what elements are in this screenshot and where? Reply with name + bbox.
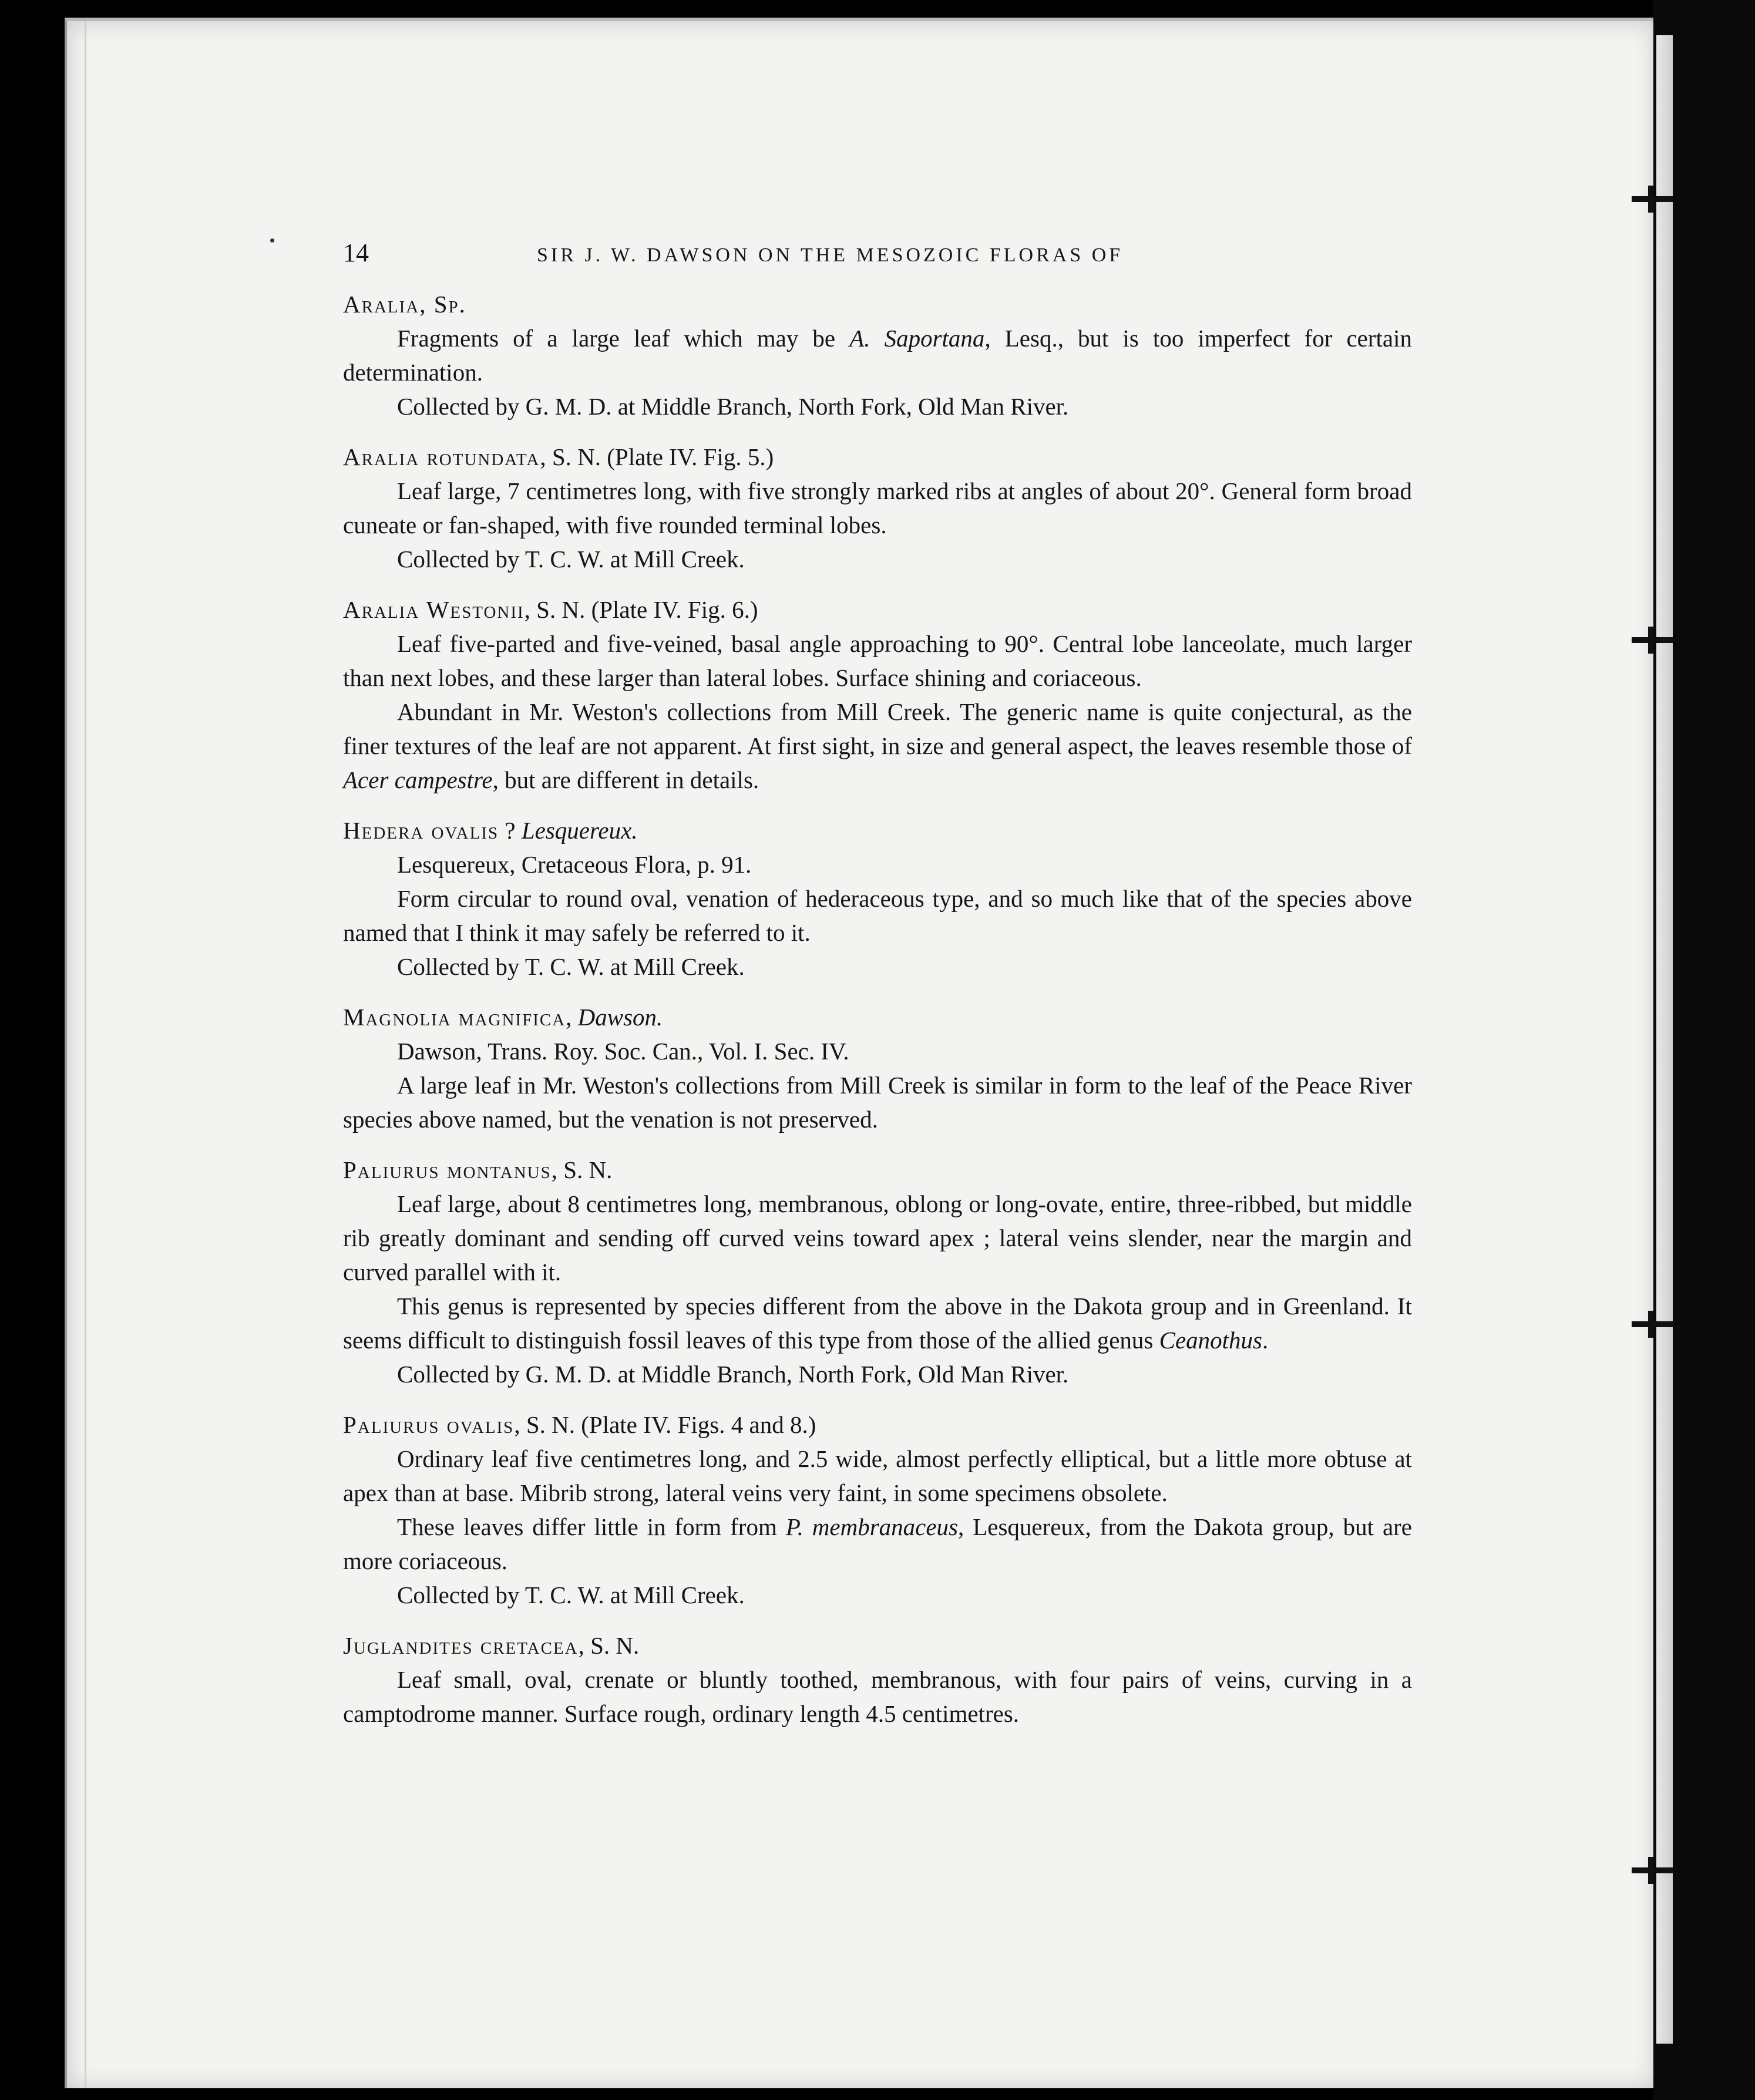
species-heading [343,1628,1412,1662]
species-description: Ordinary leaf five centimetres long, and 2.5 wide, almost perfectly elliptical, but a little more obtuse at apex than at base. Mibrib strong, lateral veins very faint, in some specimens obsolete. [343,1445,1412,1506]
species-remarks [343,1510,1412,1578]
description-text: , Lesq., but is too imperfect for certain determination. [343,325,1412,386]
binding-tick-mark [1632,1867,1673,1873]
literature-citation: Lesquereux, Cretaceous Flora, p. 91. [397,851,752,878]
page-content [343,238,1412,1731]
running-title: SIR J. W. DAWSON ON THE MESOZOIC FLORAS OF [537,244,1124,266]
species-name: Paliurus ovalis [343,1411,515,1438]
binding-tick-mark [1632,196,1673,202]
species-heading-suffix: , [566,1004,578,1031]
species-description: A large leaf in Mr. Weston's collections from Mill Creek is similar in form to the leaf of the Peace River species above named, but the venation is not preserved. [343,1072,1412,1133]
species-name: Juglandites cretacea [343,1632,579,1659]
species-description: Leaf large, 7 centimetres long, with five strongly marked ribs at angles of about 20°. General form broad cuneate or fan-shaped, with five rounded terminal lobes. [343,477,1412,539]
collection-note: Collected by T. C. W. at Mill Creek. [397,1581,745,1608]
page-inner-rule [85,21,86,2088]
remarks-text: These leaves differ little in form from [397,1513,786,1540]
species-description: Leaf large, about 8 centimetres long, membranous, oblong or long-ovate, entire, three-ribbed, but middle rib greatly dominant and sending off curved veins toward apex ; lateral veins slender, near the margin and curved parallel with it. [343,1190,1412,1285]
remarks-text: Abundant in Mr. Weston's collections from Mill Creek. The generic name is quite conjectural, as the finer textures of the leaf are not apparent. At first sight, in size and general aspect, the leaves resemble those of [343,698,1412,759]
page-number: 14 [343,238,369,267]
species-heading-suffix: , S. N. (Plate IV. Fig. 6.) [524,596,758,623]
species-author: Lesquereux. [521,817,638,844]
running-header [343,238,1412,271]
species-description: Form circular to round oval, venation of hederaceous type, and so much like that of the species above named that I think it may safely be referred to it. [343,885,1412,946]
species-heading [343,1408,1412,1442]
species-entry [343,1153,1412,1391]
species-heading [343,440,1412,474]
species-description: Leaf small, oval, crenate or bluntly toothed, membranous, with four pairs of veins, curving in a camptodrome manner. Surface rough, ordinary length 4.5 centimetres. [343,1666,1412,1727]
margin-speck [270,238,274,243]
species-heading-suffix: ? [499,817,522,844]
species-remarks [343,695,1412,797]
remarks-text: . [1262,1327,1269,1354]
collection-note: Collected by T. C. W. at Mill Creek. [397,953,745,980]
italic-species-name: A. Saportana [849,325,985,352]
adjacent-page-edge [1656,35,1673,2044]
literature-citation: Dawson, Trans. Roy. Soc. Can., Vol. I. Sec. IV. [397,1038,849,1065]
species-heading-suffix: , S. N. (Plate IV. Fig. 5.) [540,443,774,470]
species-heading [343,1153,1412,1187]
italic-species-name: P. membranaceus [785,1513,959,1540]
italic-species-name: Acer campestre [343,766,493,793]
remarks-text: , Lesquereux, from the Dakota group, but are more coriaceous. [343,1513,1413,1574]
species-entry [343,593,1412,797]
collection-note: Collected by G. M. D. at Middle Branch, North Fork, Old Man River. [397,1361,1069,1388]
binding-tick-mark [1632,637,1673,643]
species-name: Paliurus montanus [343,1156,552,1183]
species-name: Magnolia magnifica [343,1004,566,1031]
species-heading [343,1000,1412,1034]
italic-genus-name: Ceanothus [1159,1327,1263,1354]
species-heading [343,287,1412,321]
binding-tick-mark [1632,1321,1673,1327]
remarks-text: , but are different in details. [492,766,759,793]
species-description: Leaf five-parted and five-veined, basal angle approaching to 90°. Central lobe lanceolate, much larger than next lobes, and these larger than lateral lobes. Surface shining and coriaceous. [343,630,1412,691]
species-entry [343,813,1412,984]
description-text: Fragments of a large leaf which may be [397,325,850,352]
species-heading [343,593,1412,627]
species-name: Aralia rotundata [343,443,540,470]
species-name: Hedera ovalis [343,817,499,844]
species-heading-suffix: , S. N. [578,1632,640,1659]
species-remarks [343,1289,1412,1357]
species-heading-suffix: , S. N. (Plate IV. Figs. 4 and 8.) [514,1411,816,1438]
remarks-text: This genus is represented by species different from the above in the Dakota group and in Greenland. It seems difficult to distinguish fossil leaves of this type from those of the allied genus [343,1293,1412,1354]
species-entry [343,287,1412,423]
species-entry [343,440,1412,576]
species-name: Aralia Westonii [343,596,525,623]
species-entry [343,1408,1412,1612]
collection-note: Collected by G. M. D. at Middle Branch, North Fork, Old Man River. [397,393,1069,420]
species-description [343,321,1412,389]
species-heading-suffix: , S. N. [551,1156,613,1183]
collection-note: Collected by T. C. W. at Mill Creek. [397,546,745,573]
species-entry [343,1628,1412,1731]
species-heading [343,813,1412,847]
species-author: Dawson. [577,1004,663,1031]
species-name: Aralia, Sp. [343,291,466,318]
species-entry [343,1000,1412,1136]
